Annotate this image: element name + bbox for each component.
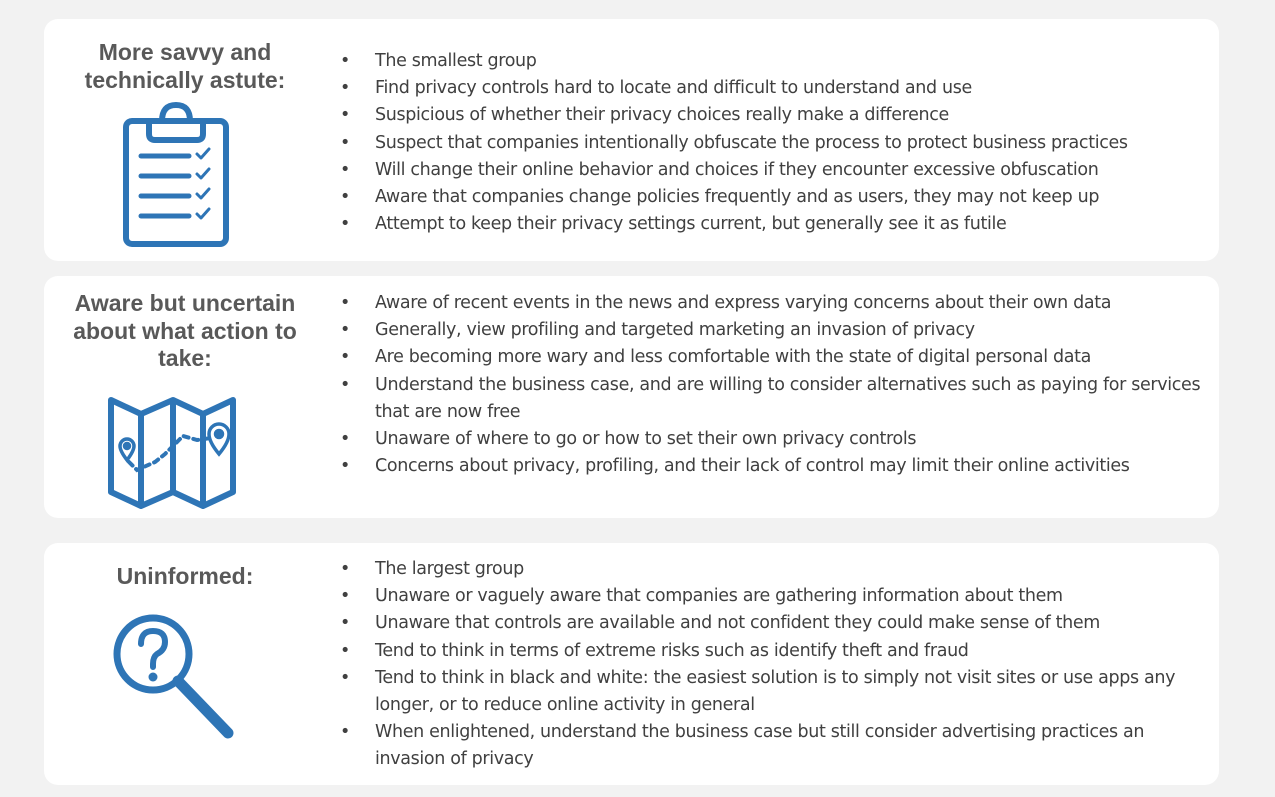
list-item: • When enlightened, understand the business case but still consider advertising practices an invasion of privacy [338,719,1211,773]
group-title: Uninformed: [116,563,254,589]
list-item: • Understand the business case, and are willing to consider alternatives such as paying for services that are now free [338,372,1211,426]
list-item: • The largest group [338,556,1211,583]
list-item: • Unaware or vaguely aware that companies are gathering information about them [338,583,1211,610]
group-title: Aware but uncertain about what action to take: [73,290,297,371]
bullet-list [338,48,1211,238]
bullet-list [338,290,1211,480]
list-item: • Aware of recent events in the news and express varying concerns about their own data [338,290,1211,317]
group-card-aware [44,276,1219,518]
list-item: • Attempt to keep their privacy settings current, but generally see it as futile [338,211,1211,238]
list-item: • Suspicious of whether their privacy choices really make a difference [338,102,1211,129]
list-item: • Generally, view profiling and targeted marketing an invasion of privacy [338,317,1211,344]
list-item: • Find privacy controls hard to locate and difficult to understand and use [338,75,1211,102]
bullet-list [338,556,1211,774]
list-item: • Suspect that companies intentionally obfuscate the process to protect business practices [338,130,1211,157]
list-item: • Unaware of where to go or how to set their own privacy controls [338,426,1211,453]
folded-map-icon [107,394,237,510]
list-item: • Unaware that controls are available and not confident they could make sense of them [338,610,1211,637]
list-item: • Concerns about privacy, profiling, and their lack of control may limit their online activities [338,453,1211,480]
list-item: • Will change their online behavior and choices if they encounter excessive obfuscation [338,157,1211,184]
group-card-uninformed [44,543,1219,785]
list-item: • Tend to think in terms of extreme risks such as identify theft and fraud [338,638,1211,665]
list-item: • Tend to think in black and white: the easiest solution is to simply not visit sites or use apps any longer, or to reduce online activity in general [338,665,1211,719]
list-item: • Are becoming more wary and less comfortable with the state of digital personal data [338,344,1211,371]
clipboard-checklist-icon [123,101,229,247]
group-title: More savvy and technically astute: [84,39,286,93]
list-item: • Aware that companies change policies frequently and as users, they may not keep up [338,184,1211,211]
group-card-savvy [44,19,1219,261]
magnifier-question-icon [110,611,236,741]
list-item: • The smallest group [338,48,1211,75]
